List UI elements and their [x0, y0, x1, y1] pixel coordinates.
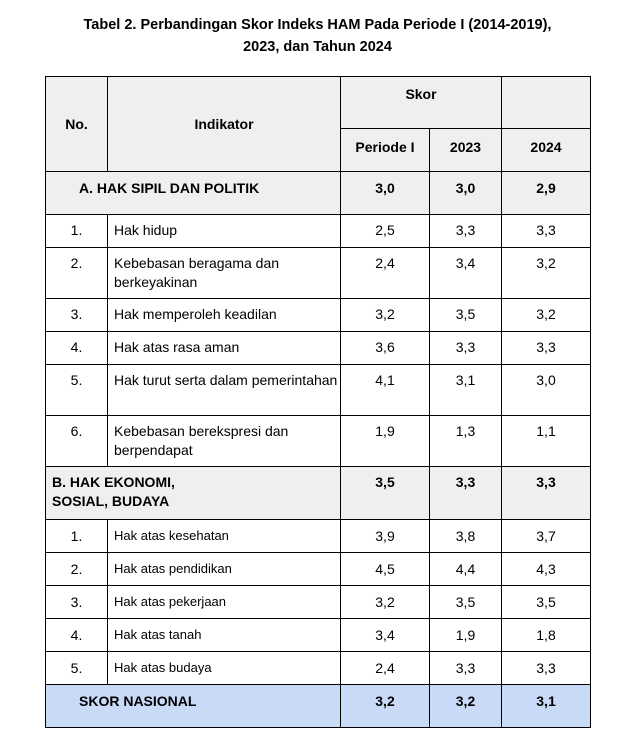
- section-b-row: [46, 467, 591, 520]
- table-row: [46, 365, 591, 416]
- row-2024: 3,3: [502, 332, 591, 365]
- national-score-row: [46, 685, 591, 728]
- row-periode-1: 1,9: [341, 416, 430, 467]
- section-a-periode-1: 3,0: [341, 172, 430, 215]
- header-skor: Skor: [341, 77, 502, 129]
- row-periode-1: 2,4: [341, 248, 430, 299]
- header-2023: 2023: [430, 129, 502, 172]
- row-indicator: Hak turut serta dalam pemerintahan: [108, 365, 341, 416]
- table-row: [46, 586, 591, 619]
- header-indikator: Indikator: [108, 77, 341, 172]
- table-row: [46, 553, 591, 586]
- section-b-label: B. HAK EKONOMI, SOSIAL, BUDAYA: [46, 467, 341, 520]
- table-row: [46, 619, 591, 652]
- table-row: [46, 332, 591, 365]
- row-2024: 3,3: [502, 652, 591, 685]
- section-a-2024: 2,9: [502, 172, 591, 215]
- table-row: [46, 299, 591, 332]
- row-number: 4.: [46, 619, 108, 652]
- row-2024: 4,3: [502, 553, 591, 586]
- section-a-label: A. HAK SIPIL DAN POLITIK: [46, 172, 341, 215]
- row-2024: 3,7: [502, 520, 591, 553]
- row-indicator: Hak atas budaya: [108, 652, 341, 685]
- row-2024: 3,5: [502, 586, 591, 619]
- row-periode-1: 4,5: [341, 553, 430, 586]
- row-indicator: Hak atas kesehatan: [108, 520, 341, 553]
- row-indicator: Hak atas pendidikan: [108, 553, 341, 586]
- section-a-2023: 3,0: [430, 172, 502, 215]
- row-number: 5.: [46, 652, 108, 685]
- row-2024: 3,0: [502, 365, 591, 416]
- row-indicator: Hak atas tanah: [108, 619, 341, 652]
- row-indicator: Hak atas rasa aman: [108, 332, 341, 365]
- row-2024: 3,2: [502, 248, 591, 299]
- row-2024: 1,8: [502, 619, 591, 652]
- row-periode-1: 3,2: [341, 299, 430, 332]
- row-periode-1: 3,9: [341, 520, 430, 553]
- row-periode-1: 3,2: [341, 586, 430, 619]
- header-no: No.: [46, 77, 108, 172]
- section-b-2024: 3,3: [502, 467, 591, 520]
- row-2023: 3,1: [430, 365, 502, 416]
- hak-asasi-score-table: [45, 76, 591, 728]
- table-caption: [0, 14, 619, 58]
- row-indicator: Kebebasan berekspresi dan berpendapat: [108, 416, 341, 467]
- row-2023: 3,3: [430, 332, 502, 365]
- row-periode-1: 3,4: [341, 619, 430, 652]
- row-2023: 3,5: [430, 299, 502, 332]
- row-2023: 3,5: [430, 586, 502, 619]
- row-number: 5.: [46, 365, 108, 416]
- row-2023: 3,4: [430, 248, 502, 299]
- row-periode-1: 2,4: [341, 652, 430, 685]
- row-number: 1.: [46, 520, 108, 553]
- row-indicator: Hak atas pekerjaan: [108, 586, 341, 619]
- header-2024: 2024: [502, 129, 591, 172]
- row-2024: 1,1: [502, 416, 591, 467]
- table-row: [46, 652, 591, 685]
- row-number: 4.: [46, 332, 108, 365]
- row-number: 2.: [46, 553, 108, 586]
- row-2023: 3,3: [430, 652, 502, 685]
- caption-line-1: Tabel 2. Perbandingan Skor Indeks HAM Pada Periode I (2014-2019),: [83, 17, 552, 33]
- table-row: [46, 215, 591, 248]
- row-periode-1: 4,1: [341, 365, 430, 416]
- section-b-2023: 3,3: [430, 467, 502, 520]
- header-row-1: [46, 77, 591, 129]
- row-indicator: Hak memperoleh keadilan: [108, 299, 341, 332]
- caption-line-2: 2023, dan Tahun 2024: [243, 39, 392, 55]
- national-score-2023: 3,2: [430, 685, 502, 728]
- row-2024: 3,2: [502, 299, 591, 332]
- national-score-label: SKOR NASIONAL: [46, 685, 341, 728]
- national-score-2024: 3,1: [502, 685, 591, 728]
- header-empty-cell: [502, 77, 591, 129]
- section-a-row: [46, 172, 591, 215]
- table-row: [46, 248, 591, 299]
- row-2023: 1,3: [430, 416, 502, 467]
- row-indicator: Kebebasan beragama dan berkeyakinan: [108, 248, 341, 299]
- row-indicator: Hak hidup: [108, 215, 341, 248]
- row-2023: 3,3: [430, 215, 502, 248]
- row-2023: 1,9: [430, 619, 502, 652]
- header-periode-1: Periode I: [341, 129, 430, 172]
- row-periode-1: 2,5: [341, 215, 430, 248]
- table-row: [46, 520, 591, 553]
- row-number: 6.: [46, 416, 108, 467]
- row-periode-1: 3,6: [341, 332, 430, 365]
- national-score-periode-1: 3,2: [341, 685, 430, 728]
- table-row: [46, 416, 591, 467]
- row-number: 2.: [46, 248, 108, 299]
- row-2023: 4,4: [430, 553, 502, 586]
- section-b-periode-1: 3,5: [341, 467, 430, 520]
- row-number: 3.: [46, 586, 108, 619]
- row-2024: 3,3: [502, 215, 591, 248]
- row-number: 3.: [46, 299, 108, 332]
- row-number: 1.: [46, 215, 108, 248]
- row-2023: 3,8: [430, 520, 502, 553]
